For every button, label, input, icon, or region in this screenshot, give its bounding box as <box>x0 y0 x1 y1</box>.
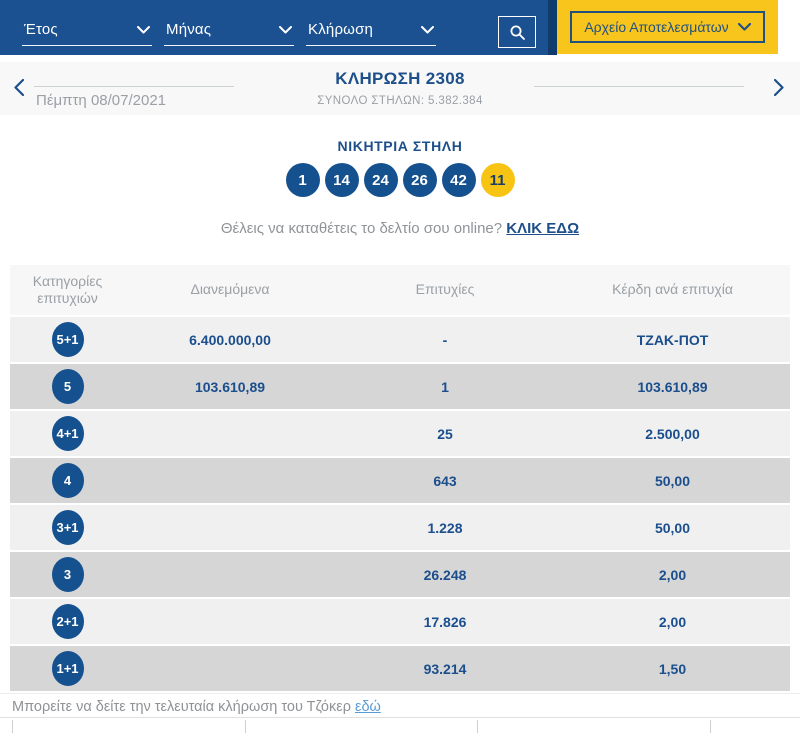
bar-divider <box>548 0 557 55</box>
joker-number-ball: 11 <box>481 163 515 197</box>
header-divider-right <box>534 86 744 87</box>
wins-value: 26.248 <box>423 566 467 583</box>
prize-value: 1,50 <box>658 660 687 677</box>
table-row <box>10 552 790 597</box>
prize-value: 2,00 <box>658 613 687 630</box>
table-end-divider <box>0 693 800 694</box>
chevron-right-icon <box>774 79 784 96</box>
prize-value: 2.500,00 <box>645 425 700 442</box>
table-row <box>10 599 790 644</box>
prize-value: 50,00 <box>654 519 691 536</box>
chevron-down-icon <box>738 23 751 31</box>
wins-value: 25 <box>437 425 453 442</box>
chevron-down-icon <box>421 26 434 34</box>
table-row <box>10 364 790 409</box>
footer-cell-divider <box>245 720 246 733</box>
footer-note-text: Μπορείτε να δείτε την τελευταία κλήρωση του Τζόκερ <box>12 699 351 715</box>
prize-value: 50,00 <box>654 472 691 489</box>
winning-column-heading: ΝΙΚΗΤΡΙΑ ΣΤΗΛΗ <box>337 138 463 154</box>
footer-note <box>12 699 381 715</box>
next-draw-button[interactable] <box>770 75 788 100</box>
search-icon <box>509 24 526 41</box>
year-dropdown[interactable] <box>22 21 152 46</box>
draw-date: Πέμπτη 08/07/2021 <box>36 92 167 109</box>
footer-cell-divider <box>12 720 13 733</box>
total-columns: ΣΥΝΟΛΟ ΣΤΗΛΩΝ: 5.382.384 <box>317 95 483 107</box>
column-header-prize: Κέρδη ανά επιτυχία <box>612 281 733 298</box>
winning-number-ball: 1 <box>286 163 320 197</box>
prize-value: 2,00 <box>658 566 687 583</box>
chevron-down-icon <box>279 26 292 34</box>
distributed-value: 103.610,89 <box>194 378 266 395</box>
archive-results-button[interactable] <box>570 11 764 43</box>
results-table <box>10 265 790 691</box>
draw-dropdown-label: Κλήρωση <box>308 21 374 38</box>
category-badge: 3+1 <box>52 510 84 545</box>
category-badge: 3 <box>52 557 84 592</box>
winning-numbers <box>0 163 800 197</box>
wins-value: 643 <box>433 472 457 489</box>
prize-value: 103.610,89 <box>637 378 708 395</box>
column-header-wins: Επιτυχίες <box>415 281 475 298</box>
prize-value: ΤΖΑΚ-ΠΟΤ <box>636 331 709 348</box>
table-header-row <box>10 265 790 315</box>
filter-bar <box>0 0 548 55</box>
wins-value: - <box>442 331 448 348</box>
draw-dropdown[interactable] <box>306 21 436 46</box>
footer-cell-divider <box>710 720 711 733</box>
winning-number-ball: 26 <box>403 163 437 197</box>
online-prompt <box>0 220 800 237</box>
click-here-link[interactable]: ΚΛΙΚ ΕΔΩ <box>506 220 580 237</box>
winning-number-ball: 14 <box>325 163 359 197</box>
column-header-categories: Κατηγορίες επιτυχιών <box>32 272 103 306</box>
table-row <box>10 411 790 456</box>
table-row <box>10 317 790 362</box>
latest-draw-link[interactable]: εδώ <box>354 699 381 715</box>
archive-zone <box>557 0 778 54</box>
wins-value: 93.214 <box>423 660 467 677</box>
category-badge: 1+1 <box>52 651 84 686</box>
distributed-value: 6.400.000,00 <box>189 331 271 348</box>
category-badge: 2+1 <box>52 604 84 639</box>
wins-value: 1 <box>441 378 449 395</box>
category-badge: 5 <box>52 369 84 404</box>
draw-title: ΚΛΗΡΩΣΗ 2308 <box>335 69 465 88</box>
footer-cell-divider <box>477 720 478 733</box>
category-badge: 4 <box>52 463 84 498</box>
draw-header <box>0 62 800 115</box>
online-prompt-text: Θέλεις να καταθέτεις το δελτίο σου online? <box>220 220 503 237</box>
wins-value: 1.228 <box>427 519 463 536</box>
winning-number-ball: 24 <box>364 163 398 197</box>
table-row <box>10 646 790 691</box>
table-row <box>10 505 790 550</box>
category-badge: 5+1 <box>52 322 84 357</box>
wins-value: 17.826 <box>423 613 467 630</box>
category-badge: 4+1 <box>52 416 84 451</box>
winning-number-ball: 42 <box>442 163 476 197</box>
month-dropdown[interactable] <box>164 21 294 46</box>
column-header-distributed: Διανεμόμενα <box>190 281 270 298</box>
chevron-down-icon <box>137 26 150 34</box>
year-dropdown-label: Έτος <box>24 21 58 38</box>
table-row <box>10 458 790 503</box>
archive-results-label: Αρχείο Αποτελεσμάτων <box>584 19 729 35</box>
month-dropdown-label: Μήνας <box>166 21 212 38</box>
footer-divider <box>0 717 800 718</box>
search-button[interactable] <box>498 16 536 48</box>
